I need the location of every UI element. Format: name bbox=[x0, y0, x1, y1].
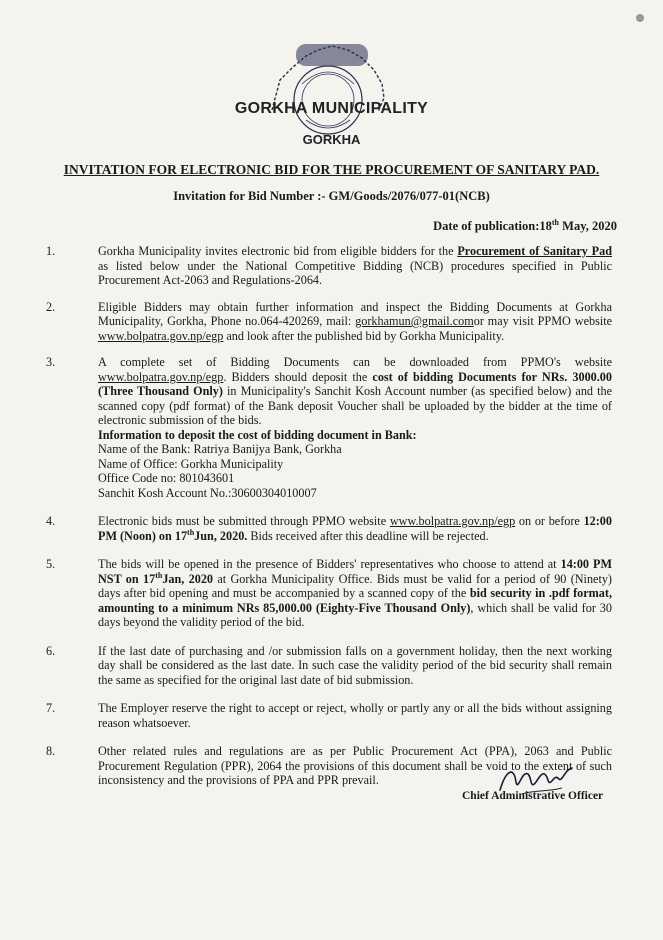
clause-6 bbox=[46, 644, 612, 688]
clause-text: If the last date of purchasing and /or submission falls on a government holiday, then the next working day shall be considered as the last date. In such case the validity period of the bid security shall remain the same as specified for the original last date of bid submission. bbox=[98, 643, 612, 687]
office-code: Office Code no: 801043601 bbox=[98, 471, 235, 485]
municipality-seal-icon bbox=[262, 40, 390, 140]
signatory-title: Chief Administrative Officer bbox=[462, 790, 604, 802]
clause-number: 7. bbox=[46, 701, 56, 715]
scan-dot bbox=[636, 14, 644, 22]
clause-number: 2. bbox=[46, 299, 56, 314]
office-name: Name of Office: Gorkha Municipality bbox=[98, 456, 284, 471]
clause-text: The bids will be opened in the presence of Bidders' representatives who choose to attend at 14:00 PM NST on 17thJan, 2020 at Gorkha Municipality Office. Bids must be valid for a period of 90 (Ninety) days after bid opening and must be accompanied by a scanned copy of the bid security in .pdf format, amounting to a minimum NRs 85,000.00 (Eighty-Five Thousand Only), which shall be valid for 30 days beyond the validity period of the bid. bbox=[98, 557, 613, 629]
clause-text: Electronic bids must be submitted through PPMO website www.bolpatra.gov.np/egp on or before 12:00 PM (Noon) on 17thJun, 2020. Bids received after this deadline will be rejected. bbox=[98, 514, 612, 543]
publication-date: Date of publication:18th May, 2020 bbox=[433, 217, 617, 233]
clause-7 bbox=[46, 701, 612, 730]
clause-number: 6. bbox=[46, 643, 56, 658]
clause-text: Eligible Bidders may obtain further information and inspect the Bidding Documents at Gorkha Municipality, Gorkha, Phone no.064-420269, mail: gorkhamun@gmail.comor may visit PPMO website www.bolpatra.gov.np/egp and look after the published bid by Gorkha Municipality. bbox=[98, 299, 613, 343]
website-link[interactable]: www.bolpatra.gov.np/egp bbox=[98, 328, 224, 343]
clause-text: Other related rules and regulations are as per Public Procurement Act (PPA), 2063 and Public Procurement Regulation (PPR), 2064 the provisions of this document shall be void to the extent of such inconsistency and the provisions of PPA and PPR prevail. bbox=[98, 744, 612, 787]
clause-number: 8. bbox=[46, 744, 56, 758]
clause-text: A complete set of Bidding Documents can be downloaded from PPMO's website www.bolpatra.gov.np/egp. Bidders should deposit the cost of bidding Documents for NRs. 3000.00 (Three Thousand Only) in Municipality's Sanchit Kosh Account number (as specified below) and the scanned copy (pdf format) of the Bank deposit Voucher shall be uploaded by the bidder at the time of electronic submission of the bids. Information to deposit the cost of bidding document in Bank: Name of the Bank: Ratriya Banijya Bank, Gorkha Name of Office: Gorkha Municipality Office Code no: 801043601 Sanchit Kosh Account No.:30600304010007 bbox=[98, 355, 612, 500]
clause-1 bbox=[46, 244, 612, 288]
bank-name: Name of the Bank: Ratriya Banijya Bank, Gorkha bbox=[98, 442, 342, 456]
notice-title: INVITATION FOR ELECTRONIC BID FOR THE PROCUREMENT OF SANITARY PAD. bbox=[63, 162, 600, 177]
bank-info-title: Information to deposit the cost of bidding document in Bank: bbox=[98, 427, 417, 442]
email-link[interactable]: gorkhamun@gmail.com bbox=[355, 314, 474, 328]
website-link[interactable]: www.bolpatra.gov.np/egp bbox=[389, 514, 516, 528]
bid-number: Invitation for Bid Number :- GM/Goods/2076/077-01(NCB) bbox=[173, 189, 490, 203]
clause-number: 3. bbox=[46, 355, 56, 369]
municipality-city: GORKHA bbox=[302, 132, 361, 147]
clause-2 bbox=[46, 300, 612, 344]
clause-list bbox=[46, 240, 612, 788]
website-link[interactable]: www.bolpatra.gov.np/egp bbox=[98, 369, 224, 384]
account-number: Sanchit Kosh Account No.:30600304010007 bbox=[98, 485, 317, 500]
clause-number: 4. bbox=[46, 514, 56, 528]
clause-text: The Employer reserve the right to accept or reject, wholly or partly any or all the bids without assigning reason whatsoever. bbox=[98, 701, 612, 730]
municipality-name: GORKHA MUNICIPALITY bbox=[234, 100, 429, 117]
clause-5 bbox=[46, 557, 612, 630]
clause-number: 1. bbox=[46, 244, 56, 258]
clause-4 bbox=[46, 514, 612, 543]
clause-3 bbox=[46, 355, 612, 500]
clause-number: 5. bbox=[46, 557, 56, 571]
clause-text: Gorkha Municipality invites electronic bid from eligible bidders for the Procurement of Sanitary Pad as listed below under the National Competitive Bidding (NCB) procedures specified in Public Procurement Act-2063 and Regulations-2064. bbox=[98, 244, 612, 287]
